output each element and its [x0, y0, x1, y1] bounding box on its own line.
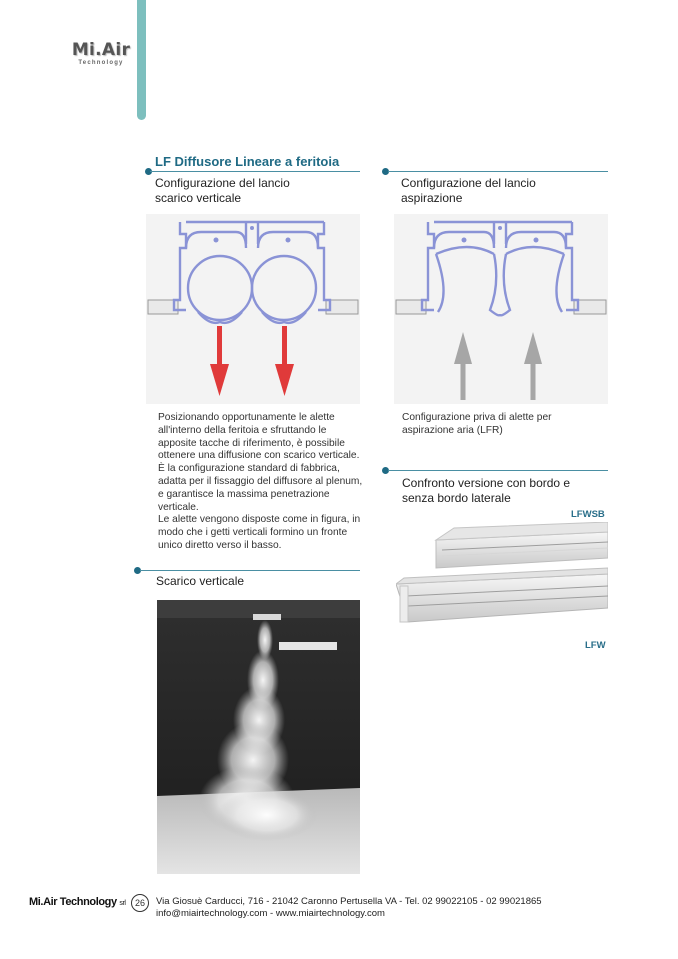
footer-web-email: info@miairtechnology.com - www.miairtechnology.com — [156, 907, 385, 919]
paragraph-line: ottenere una diffusione con scarico verticale. — [158, 450, 360, 462]
page-number: 26 — [131, 894, 149, 912]
paragraph-line: all'interno della feritoia e sfruttando le — [158, 424, 327, 436]
logo-name: Mi.Air — [71, 40, 131, 60]
vertical-discharge-photo — [157, 600, 360, 874]
footer-brand-name: Mi.Air Technology — [29, 896, 117, 908]
compare-heading-line2: senza bordo laterale — [402, 491, 511, 505]
model-tag-lfw: LFW — [585, 640, 606, 651]
page-title: LF Diffusore Lineare a feritoia — [155, 154, 340, 169]
paragraph-line: modo che i getti verticali formino un fronte — [158, 527, 348, 539]
paragraph-line: Configurazione priva di alette per — [402, 412, 552, 423]
footer-brand — [29, 896, 126, 908]
section-divider — [150, 171, 360, 172]
photo-heading: Scarico verticale — [156, 574, 245, 588]
paragraph-line: apposite tacche di riferimento, è possibile — [158, 437, 345, 449]
section-divider — [388, 171, 608, 172]
paragraph-line: È la configurazione standard di fabbrica, — [158, 463, 340, 475]
diffuser-comparison-image — [396, 522, 608, 634]
paragraph-line: adatta per il fissaggio del diffusore al plenum, — [158, 475, 363, 487]
compare-heading — [402, 476, 570, 506]
header-accent-bar — [137, 0, 146, 120]
logo-subtitle: Technology — [78, 60, 124, 66]
section-divider — [388, 470, 608, 471]
intake-description — [402, 412, 602, 438]
paragraph-line: aspirazione aria (LFR) — [402, 424, 503, 436]
left-heading-line1: Configurazione del lancio — [155, 176, 290, 190]
right-heading-line2: aspirazione — [401, 191, 463, 205]
left-config-heading — [155, 176, 290, 206]
paragraph-line: Posizionando opportunamente le alette — [158, 412, 335, 423]
right-heading-line1: Configurazione del lancio — [401, 176, 536, 190]
paragraph-line: unico diretto verso il basso. — [158, 539, 282, 551]
paragraph-line: verticale. — [158, 501, 199, 513]
left-heading-line2: scarico verticale — [155, 191, 242, 205]
vertical-discharge-diagram — [146, 214, 360, 404]
intake-diagram — [394, 214, 608, 404]
footer-address: Via Giosuè Carducci, 716 - 21042 Caronno Pertusella VA - Tel. 02 99022105 - 02 99021865 — [156, 896, 542, 907]
right-config-heading — [401, 176, 536, 206]
section-divider — [140, 570, 360, 571]
company-logo — [66, 40, 136, 66]
footer-contact — [156, 896, 542, 919]
paragraph-line: Le alette vengono disposte come in figura, in — [158, 514, 361, 526]
compare-heading-line1: Confronto versione con bordo e — [402, 476, 571, 490]
model-tag-lfwsb: LFWSB — [571, 509, 605, 520]
footer-brand-suffix: srl — [119, 900, 126, 907]
vertical-discharge-description — [158, 412, 374, 553]
paragraph-line: e garantisce la massima penetrazione — [158, 488, 330, 500]
